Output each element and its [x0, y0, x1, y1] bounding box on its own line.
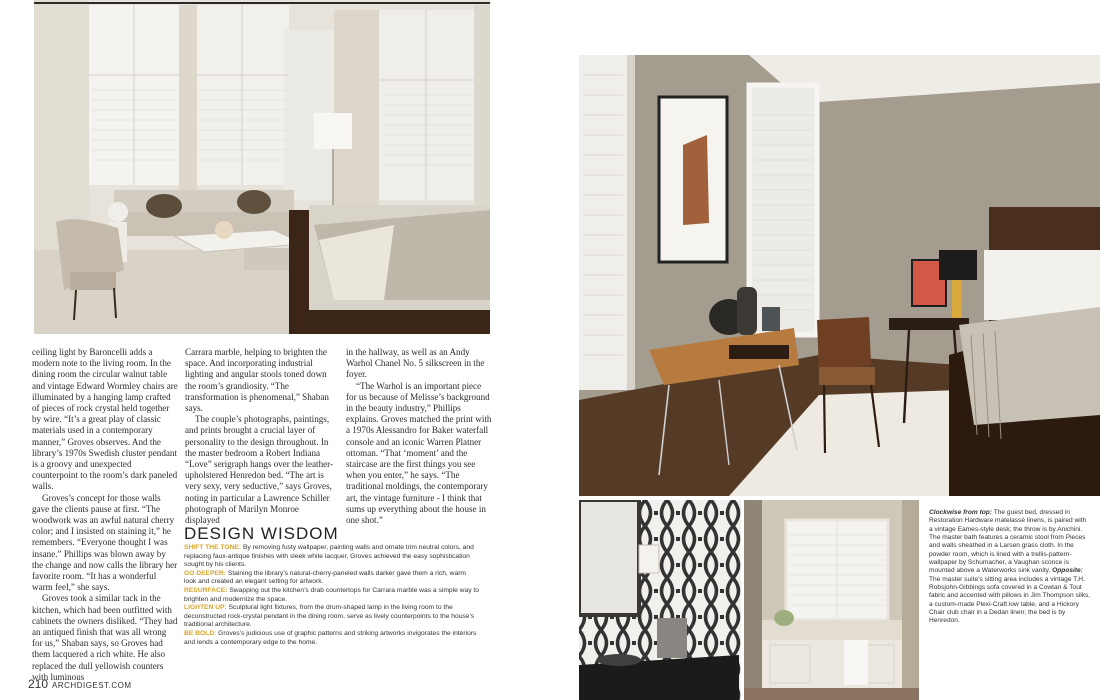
body-paragraph: Groves’s concept for those walls gave the clients pause at first. “The woodwork was an awful natural cherry color; and I insisted on staining it,” he remembers. “Everyone thought I was insane.” Phillips was blown away by the change and now calls the library her favorite room. “It has a wonderful warm feel,” she says.	[32, 492, 178, 593]
design-tip	[184, 570, 480, 587]
design-tip-tag: BE BOLD:	[184, 629, 217, 637]
design-tip-text: Swapping out the kitchen’s drab countertops for Carrara marble was a simple way to brighten and modernize the space.	[184, 586, 480, 603]
master-bath-photo	[744, 500, 919, 700]
design-wisdom-list	[184, 544, 480, 647]
design-tip-tag: SHIFT THE TONE:	[184, 544, 242, 551]
page-folio	[28, 677, 131, 691]
body-paragraph: Carrara marble, helping to brighten the space. And incorporating industrial lighting and angular stools toned down the room’s grandiosity. “The transformation is phenomenal,” Shaban says.	[185, 347, 329, 414]
design-tip-tag: GO DEEPER:	[184, 569, 226, 577]
body-column-2	[185, 347, 335, 526]
body-paragraph: “The Warhol is an important piece for us because of Melisse’s background in the beauty industry,” Phillips explains. Groves matched the print with a 1970s Alessandro for Baker waterfall console and an iconic Warren Platner ottoman. “That ‘moment’ and the staircase are the first things you see when you enter,” he says. “The traditional moldings, the contemporary art, the vintage furniture - I think that sums up everything about the house in one shot.”	[346, 380, 492, 526]
design-tip-text: Staining the library’s natural-cherry-paneled walls darker gave them a rich, warm look and created an elegant setting for artwork.	[184, 569, 466, 586]
powder-room-photo	[579, 500, 741, 700]
body-column-1	[32, 347, 178, 683]
design-wisdom-heading: DESIGN WISDOM	[184, 524, 339, 543]
body-paragraph: The couple’s photographs, paintings, and prints brought a crucial layer of personality to the design throughout. In the master bedroom a Robert Indiana “Love” serigraph hangs over the leather-upholstered Henredon bed. “The art is very sexy, very seductive,” says Groves, noting in particular a Lawrence Schiller photograph of Marilyn Monroe displayed	[185, 414, 334, 526]
photo-caption	[929, 509, 1091, 626]
body-paragraph: ceiling light by Baroncelli adds a modern note to the living room. In the dining room the circular walnut table and vintage Edward Wormley chairs are illuminated by a hanging lamp crafted of pieces of rock crystal held together by wire. “It’s a great play of classic materials used in a contemporary manner,” Groves observes. And the library’s 1970s Swedish cluster pendant is a groovy and unexpected counterpoint to the room’s dark paneled walls.	[32, 347, 178, 492]
design-tip-text: Sculptural light fixtures, from the drum-shaped lamp in the living room to the deconstructed rock-crystal pendant in the dining room, serve as lively counterpoints to the house’s traditional architecture.	[184, 604, 475, 629]
design-tip	[184, 544, 480, 570]
caption-lead: Clockwise from top:	[929, 509, 993, 516]
caption-text-opposite: The master suite’s sitting area includes a vintage T.H. Robsjohn-Gibbings sofa covered in a Cowtan & Tout fabric and accented with pillows in Jim Thompson silks, a custom-made Plexi-Craft low table, and a Hickory Chair club chair in a Dedan linen; the bed is by Henredon.	[929, 575, 1091, 625]
caption-text: The guest bed, dressed in Restoration Hardware matelassé linens, is paired with a vintage Eames-style desk; the throw is by Anichini. The master bath features a ceramic stool from Pieces and walls sheathed in a Larsen grass cloth. In the powder room, which is lined with a trellis-pattern-wallpaper by Schumacher, a Vaughan sconce is mounted above a Waterworks sink vanity.	[929, 509, 1087, 575]
caption-lead-opposite: Opposite:	[1050, 567, 1083, 575]
design-tip-text: Groves’s judicious use of graphic patterns and striking artworks invigorates the interiors and lends a contemporary edge to the home.	[184, 629, 477, 646]
design-tip	[184, 630, 480, 647]
design-tip-text: By removing fusty wallpaper, painting walls and ornate trim neutral colors, and replacing faux-antique finishes with sleek white lacquer, Groves achieved the easy sophistication sought by his clients.	[184, 544, 474, 569]
body-paragraph: Groves took a similar tack in the kitchen, which had been outfitted with cabinets the owners disliked. “They had an antiqued finish that was all wrong for us,” Shaban says, so Groves had them lacquered a rich white. He also replaced the dull yellowish counters with luminous	[32, 593, 178, 682]
design-tip	[184, 604, 480, 630]
site-url: ARCHDIGEST.COM	[52, 681, 132, 690]
design-tip-tag: RESURFACE:	[184, 586, 228, 594]
body-column-3	[346, 347, 492, 526]
page-number: 210	[28, 677, 49, 691]
body-paragraph: in the hallway, as well as an Andy Warhol Chanel No. 5 silkscreen in the foyer.	[346, 347, 485, 380]
guest-bedroom-photo	[579, 55, 1100, 496]
design-tip	[184, 587, 480, 604]
design-tip-tag: LIGHTEN UP:	[184, 604, 227, 612]
sitting-area-photo	[34, 0, 490, 334]
